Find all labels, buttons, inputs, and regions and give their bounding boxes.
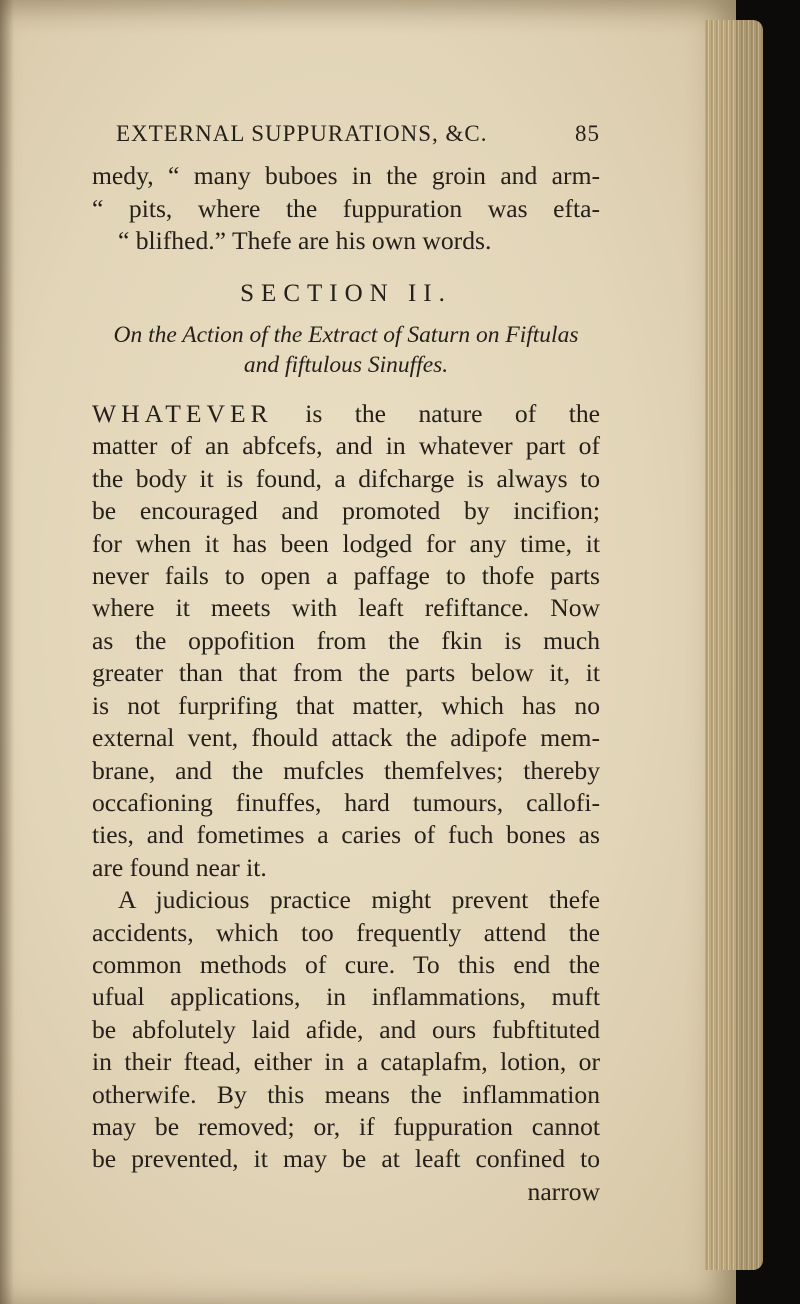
text-line: medy, “ many buboes in the groin and arm- <box>92 161 600 191</box>
text-line: accidents, which too frequently attend the <box>92 917 600 947</box>
text-line: matter of an abfcefs, and in whatever part of <box>92 431 600 461</box>
text-line: be encouraged and promoted by incifion; <box>92 496 600 526</box>
page-edges <box>705 20 763 1270</box>
quote-block <box>92 160 600 257</box>
paragraph-1 <box>92 398 600 884</box>
catchword: narrow <box>527 1176 600 1206</box>
text-block <box>92 118 600 1208</box>
text-line: for when it has been lodged for any time, it <box>92 528 600 558</box>
text-line <box>92 398 600 430</box>
text-line: “ pits, where the fuppuration was efta- <box>92 193 600 223</box>
subtitle-line: On the Action of the Extract of Saturn on Fiftulas <box>113 322 579 349</box>
text-line: never fails to open a paffage to thofe parts <box>92 561 600 591</box>
opening-line-rest: is the nature of the <box>272 399 600 429</box>
text-line: “ blifhed.” Thefe are his own words. <box>118 226 492 256</box>
spine-shadow <box>0 0 14 1304</box>
text-line: where it meets with leaft refiftance. Now <box>92 593 600 623</box>
section-heading: SECTION II. <box>240 279 452 307</box>
text-line: ties, and fometimes a caries of fuch bones as <box>92 820 600 850</box>
text-line: may be removed; or, if fuppuration cannot <box>92 1111 600 1141</box>
text-line: A judicious practice might prevent thefe <box>118 885 600 915</box>
text-line: are found near it. <box>92 852 267 882</box>
text-line: greater than that from the parts below it, it <box>92 658 600 688</box>
running-title: EXTERNAL SUPPURATIONS, &C. <box>116 121 488 146</box>
text-line: as the oppofition from the fkin is much <box>92 625 600 655</box>
text-line: ufual applications, in inflammations, muft <box>92 982 600 1012</box>
text-line: be prevented, it may be at leaft confined to <box>92 1144 600 1174</box>
text-line: the body it is found, a difcharge is always to <box>92 463 600 493</box>
section-subtitle <box>92 320 600 380</box>
text-line: otherwife. By this means the inflammation <box>92 1079 600 1109</box>
text-line: external vent, fhould attack the adipofe mem- <box>92 723 600 753</box>
text-line: is not furprifing that matter, which has no <box>92 690 600 720</box>
text-line: brane, and the mufcles themfelves; thereby <box>92 755 600 785</box>
page-number: 85 <box>575 121 600 146</box>
text-line: in their ftead, either in a cataplafm, lotion, or <box>92 1047 600 1077</box>
text-line: common methods of cure. To this end the <box>92 949 600 979</box>
opening-word: WHATEVER <box>92 399 273 429</box>
text-line: occafioning finuffes, hard tumours, callofi- <box>92 787 600 817</box>
subtitle-line: and fiftulous Sinuffes. <box>243 352 449 379</box>
paragraph-2 <box>92 884 600 1176</box>
running-head <box>116 118 600 150</box>
text-line: be abfolutely laid afide, and ours fubftituted <box>92 1014 600 1044</box>
